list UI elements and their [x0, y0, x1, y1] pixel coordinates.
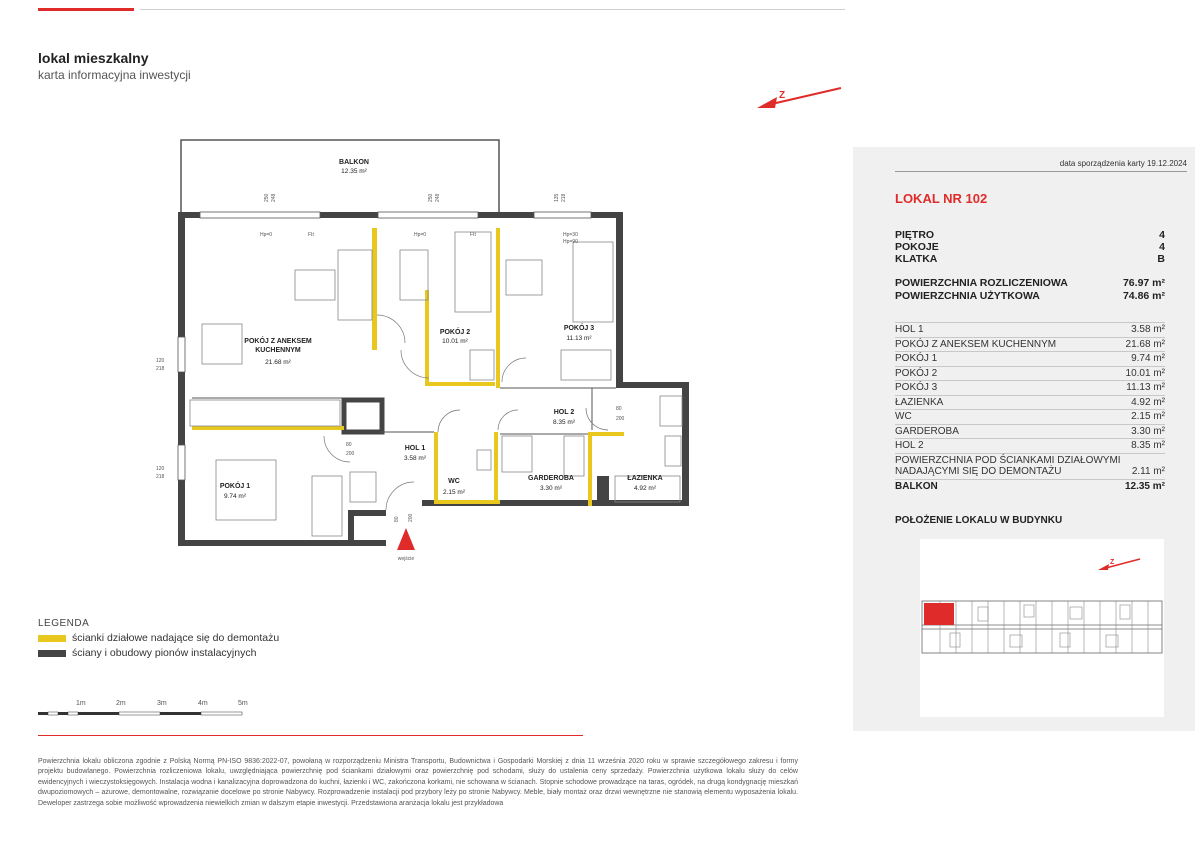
svg-text:Z: Z: [779, 90, 786, 101]
entrance-arrow-icon: [397, 528, 415, 550]
windows: [178, 212, 591, 480]
top-divider: [140, 9, 845, 10]
table-row: [895, 381, 1165, 396]
floor-value: 4: [1159, 229, 1165, 241]
usable-area-value: 74.86 m²: [1122, 290, 1165, 302]
room-area-value: 4.92 m²: [1131, 396, 1165, 408]
balcony-outline: [181, 140, 499, 214]
page-subtitle: karta informacyjna inwestycji: [38, 68, 191, 82]
dim-label: Hp=0: [414, 232, 427, 238]
demolish-walls: [192, 228, 624, 506]
table-row: [895, 338, 1165, 353]
table-row: [895, 323, 1165, 338]
room-label: HOL 2: [553, 409, 575, 416]
room-name: POKÓJ 3: [895, 382, 938, 394]
room-name: POKÓJ 1: [895, 353, 938, 365]
entrance-label: wejście: [397, 556, 415, 562]
room-area: 21.68 m²: [265, 359, 291, 366]
room-area: 11.13 m²: [566, 335, 592, 342]
table-row: [895, 396, 1165, 411]
legend-item: [38, 647, 279, 659]
walls-label-line1: POWIERZCHNIA POD ŚCIANKAMI DZIAŁOWYMI: [895, 454, 1121, 466]
room-name: HOL 1: [895, 324, 924, 336]
location-title: POŁOŻENIE LOKALU W BUDYNKU: [895, 515, 1063, 526]
scale-label: 5m: [238, 700, 248, 707]
dim-label: Hp=90: [563, 239, 578, 245]
room-area: 10.01 m²: [442, 338, 468, 345]
staircase-row: [895, 253, 1165, 265]
room-label: POKÓJ Z ANEKSEM: [244, 338, 312, 345]
outer-walls: [178, 212, 689, 546]
room-area-value: 9.74 m²: [1131, 353, 1165, 365]
legend-item-text: ściany i obudowy pionów instalacyjnych: [72, 647, 257, 659]
scale-label: 2m: [116, 700, 126, 707]
room-name: HOL 2: [895, 440, 924, 452]
dim-label: 248: [271, 193, 277, 202]
dim-label: 200: [346, 451, 355, 457]
walls-label-line2: NADAJĄCYMI SIĘ DO DEMONTAŻU: [895, 465, 1062, 477]
room-area-value: 2.15 m²: [1131, 411, 1165, 423]
dim-label: 80: [394, 516, 400, 522]
scale-label: 1m: [76, 700, 86, 707]
room-label: GARDEROBA: [528, 475, 574, 482]
highlighted-unit: [924, 603, 954, 625]
table-row: [895, 425, 1165, 440]
dim-label: 120: [156, 466, 165, 472]
table-row: [895, 439, 1165, 454]
staircase-value: B: [1157, 253, 1165, 265]
scale-label: 4m: [198, 700, 208, 707]
room-name: GARDEROBA: [895, 425, 959, 437]
legend-title: LEGENDA: [38, 618, 90, 629]
floor-row: [895, 229, 1165, 241]
room-area-value: 8.35 m²: [1131, 440, 1165, 452]
info-panel: [853, 147, 1195, 731]
walls-area-value: 2.11 m²: [1131, 465, 1165, 477]
room-name: ŁAZIENKA: [895, 396, 944, 408]
usable-area-row: [895, 290, 1165, 302]
room-area: 3.58 m²: [403, 455, 427, 462]
rooms-count-row: [895, 241, 1165, 253]
dim-label: 218: [561, 193, 567, 202]
scale-label: 3m: [157, 700, 167, 707]
room-label: POKÓJ 3: [563, 325, 595, 332]
date-divider: [895, 171, 1187, 172]
table-row: [895, 410, 1165, 425]
room-area-value: 21.68 m²: [1125, 338, 1165, 350]
dim-label: FIt: [470, 232, 476, 238]
room-area: 8.35 m²: [552, 419, 576, 426]
room-label: HOL 1: [404, 445, 426, 452]
room-label: WC: [448, 478, 460, 485]
footer-divider: [38, 735, 583, 736]
floor-plan: [156, 130, 690, 575]
north-arrow-icon: [755, 84, 845, 120]
building-outline: [922, 601, 1162, 653]
balcony-label: BALKON: [895, 481, 938, 493]
legend: [38, 618, 279, 659]
dim-label: Hp=30: [563, 232, 578, 238]
accent-bar: [38, 8, 134, 11]
card-date: data sporządzenia karty 19.12.2024: [1059, 159, 1187, 168]
building-location-map: [920, 539, 1164, 717]
svg-text:Z: Z: [1110, 559, 1115, 566]
dim-label: 135: [554, 193, 560, 202]
building-plan-thumbnail: [920, 539, 1164, 717]
dim-label: FIt: [308, 232, 314, 238]
room-label: ŁAZIENKA: [627, 475, 663, 482]
legend-item: [38, 632, 279, 644]
room-area-value: 11.13 m²: [1126, 382, 1165, 394]
table-row: [895, 367, 1165, 382]
dim-label: 80: [616, 406, 622, 412]
room-area: 12.35 m²: [341, 168, 367, 175]
rooms-count-label: POKOJE: [895, 241, 939, 253]
settlement-area-label: POWIERZCHNIA ROZLICZENIOWA: [895, 277, 1068, 289]
room-area: 3.30 m²: [539, 485, 563, 492]
room-label: KUCHENNYM: [255, 347, 301, 354]
legend-item-text: ścianki działowe nadające się do demontażu: [72, 632, 280, 644]
room-area-table: [895, 323, 1165, 494]
page-title: lokal mieszkalny: [38, 50, 149, 66]
legend-swatch-gray: [38, 650, 66, 657]
table-row: [895, 454, 1165, 480]
room-name: WC: [895, 411, 912, 423]
room-label: BALKON: [339, 159, 369, 166]
unit-number: LOKAL NR 102: [895, 191, 988, 206]
balcony-area-value: 12.35 m²: [1124, 481, 1165, 493]
rooms-count-value: 4: [1159, 241, 1165, 253]
room-area: 9.74 m²: [223, 493, 247, 500]
room-label: POKÓJ 1: [219, 483, 251, 490]
scale-bar: [38, 700, 253, 720]
room-name: POKÓJ Z ANEKSEM KUCHENNYM: [895, 338, 1057, 350]
room-area: 2.15 m²: [442, 489, 466, 496]
dim-label: 250: [264, 193, 270, 202]
dim-label: 80: [346, 442, 352, 448]
table-row: [895, 352, 1165, 367]
settlement-area-row: [895, 277, 1165, 289]
dim-label: 120: [156, 358, 165, 364]
room-area-value: 3.30 m²: [1131, 425, 1165, 437]
room-area: 4.92 m²: [633, 485, 657, 492]
dim-label: Hp=0: [260, 232, 273, 238]
dim-label: 218: [156, 366, 165, 372]
staircase-label: KLATKA: [895, 253, 938, 265]
scale-ruler: [38, 710, 253, 720]
walls-label: [895, 455, 1121, 477]
legend-swatch-yellow: [38, 635, 66, 642]
room-label: POKÓJ 2: [439, 329, 471, 336]
dim-label: 218: [156, 474, 165, 480]
mini-north-arrow-icon: [1098, 559, 1140, 570]
dim-label: 200: [408, 513, 414, 522]
settlement-area-value: 76.97 m²: [1122, 277, 1165, 289]
dim-label: 248: [435, 193, 441, 202]
floor-label: PIĘTRO: [895, 229, 935, 241]
footer-disclaimer: Powierzchnia lokalu obliczona zgodnie z Polską Normą PN-ISO 9836:2022-07, powołaną w rozporządzeniu Ministra Transportu, Budownictwa i Gospodarki Morskiej z dnia 11 września 2020 roku w sprawie szczegółowego zakresu i formy projektu budowlanego. Powierzchnia rozliczeniowa lokalu, uwzględniająca powierzchnię pod ściankami działowymi oraz powierzchnię pod schodami, służy do ustalenia ceny sprzedaży. Powierzchnia użytkowa lokalu służy do celów ewidencyjnych i wieczystoksięgowych. Instalacja wodna i kanalizacyjna doprowadzona do kuchni, łazienki i WC, zakończona korkami, nie schowana w ścianach. Stopnie schodowe prowadzące na taras, ogródek, na drugą kondygnację mieszkań dwupoziomowych – ażurowe, demontowalne, rozwiązanie docelowe po stronie Nabywcy. Rozprowadzenie instalacji pod przybory leży po stronie Nabywcy. Meble, biały montaż oraz drzwi wewnętrzne nie stanowią elementu wyposażenia lokalu. Deweloper zastrzega sobie możliwość wprowadzenia niewielkich zmian w dalszym etapie inwestycji. Przedstawiona aranżacja lokalu jest przykładowa: [38, 758, 798, 807]
room-area-value: 10.01 m²: [1125, 367, 1165, 379]
room-area-value: 3.58 m²: [1131, 324, 1165, 336]
room-name: POKÓJ 2: [895, 367, 938, 379]
dim-label: 250: [428, 193, 434, 202]
usable-area-label: POWIERZCHNIA UŻYTKOWA: [895, 290, 1040, 302]
table-row: [895, 480, 1165, 495]
dim-label: 200: [616, 416, 625, 422]
